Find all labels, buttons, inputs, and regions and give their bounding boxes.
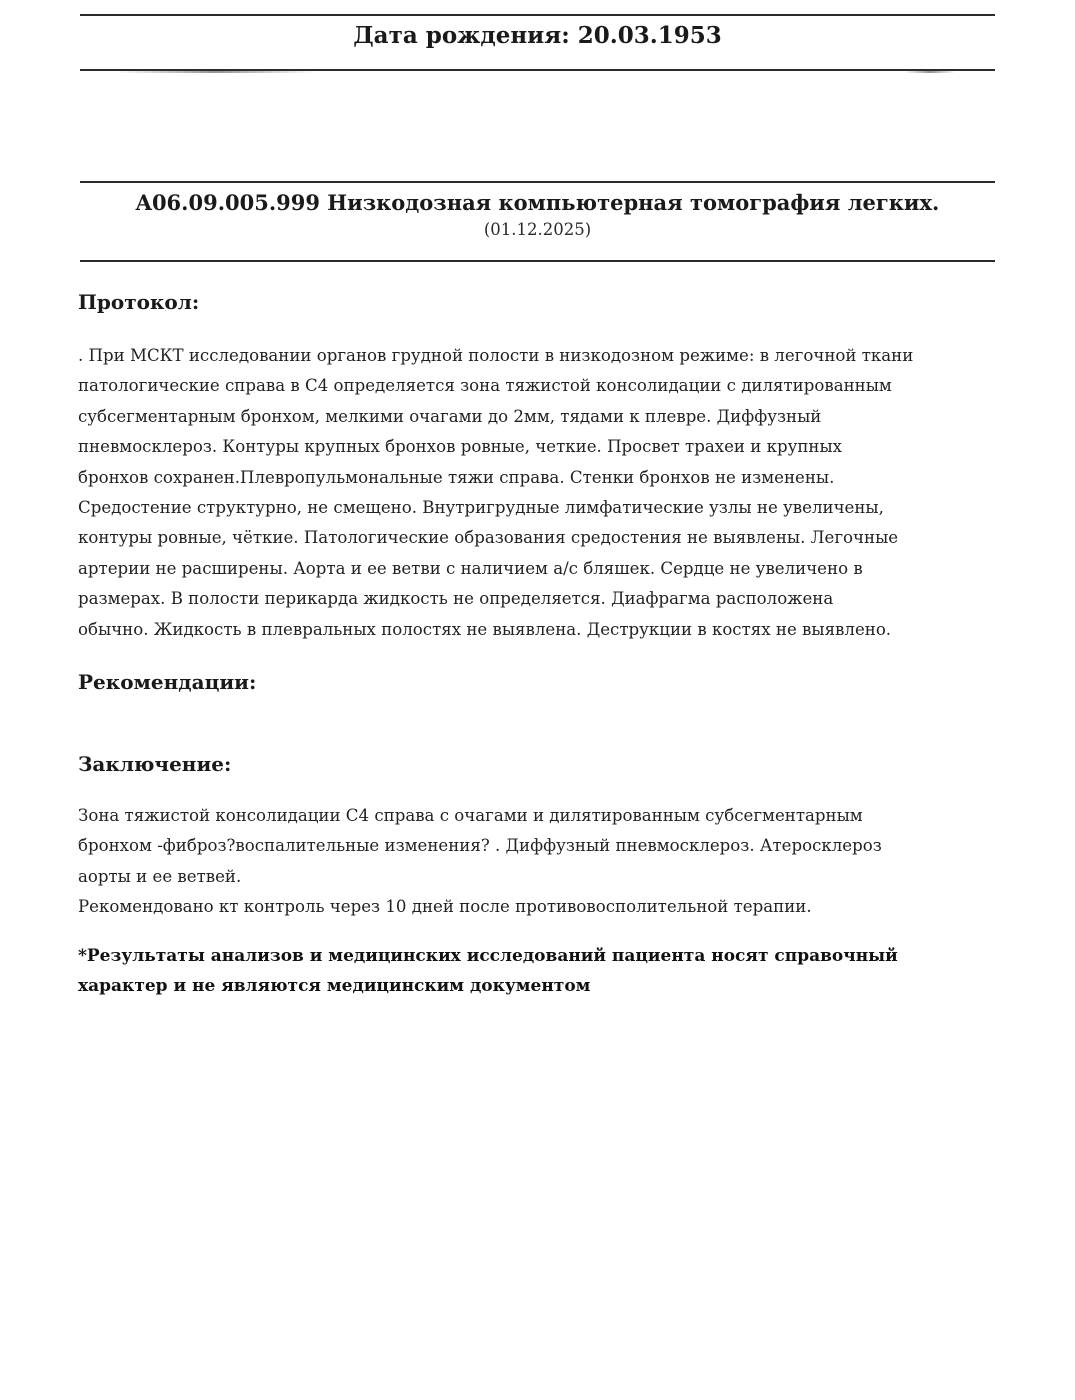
disclaimer: *Результаты анализов и медицинских исследований пациента носят справочный характер и не являются медицинским документом bbox=[78, 945, 898, 996]
protocol-heading: Протокол: bbox=[78, 290, 200, 314]
divider-top bbox=[80, 14, 995, 16]
protocol-section bbox=[78, 285, 1003, 645]
protocol-text: . При МСКТ исследовании органов грудной полости в низкодозном режиме: в легочной ткани патологические справа в С4 определяется зона тяжистой консолидации с дилятированным субсегментарным бронхом, мелкими очагами до 2мм, тядами к плевре. Диффузный пневмосклероз. Контуры крупных бронхов ровные, четкие. Просвет трахеи и крупных бронхов сохранен.Плевропульмональные тяжи справа. Стенки бронхов не изменены. Средостение структурно, не смещено. Внутригрудные лимфатические узлы не увеличены, контуры ровные, чёткие. Патологические образования средостения не выявлены. Легочные артерии не расширены. Аорта и ее ветви с наличием а/с бляшек. Сердце не увеличено в размерах. В полости перикарда жидкость не определяется. Диафрагма расположена обычно. Жидкость в плевральных полостях не выявлена. Деструкции в костях не выявлено. bbox=[78, 346, 914, 639]
service-date: (01.12.2025) bbox=[483, 220, 592, 239]
divider-service-top bbox=[80, 181, 995, 183]
scan-smudge bbox=[905, 71, 955, 73]
scan-smudge bbox=[115, 71, 315, 73]
divider-service-bottom bbox=[80, 260, 995, 262]
conclusion-section bbox=[78, 747, 1003, 923]
service-title: A06.09.005.999 Низкодозная компьютерная томография легких. bbox=[135, 190, 940, 215]
recommendations-text bbox=[78, 699, 1003, 747]
recommendations-section bbox=[78, 665, 1003, 747]
conclusion-heading: Заключение: bbox=[78, 752, 232, 777]
conclusion-text: Зона тяжистой консолидации С4 справа с очагами и дилятированным субсегментарным бронхом -фиброз?воспалительные изменения? . Диффузный пневмосклероз. Атеросклероз аорты и ее ветвей. Рекомендовано кт контроль через 10 дней после противовосполительной терапии. bbox=[78, 806, 882, 917]
report-content bbox=[78, 285, 1003, 1018]
recommendations-heading: Рекомендации: bbox=[78, 670, 257, 695]
birth-date: Дата рождения: 20.03.1953 bbox=[353, 22, 722, 49]
